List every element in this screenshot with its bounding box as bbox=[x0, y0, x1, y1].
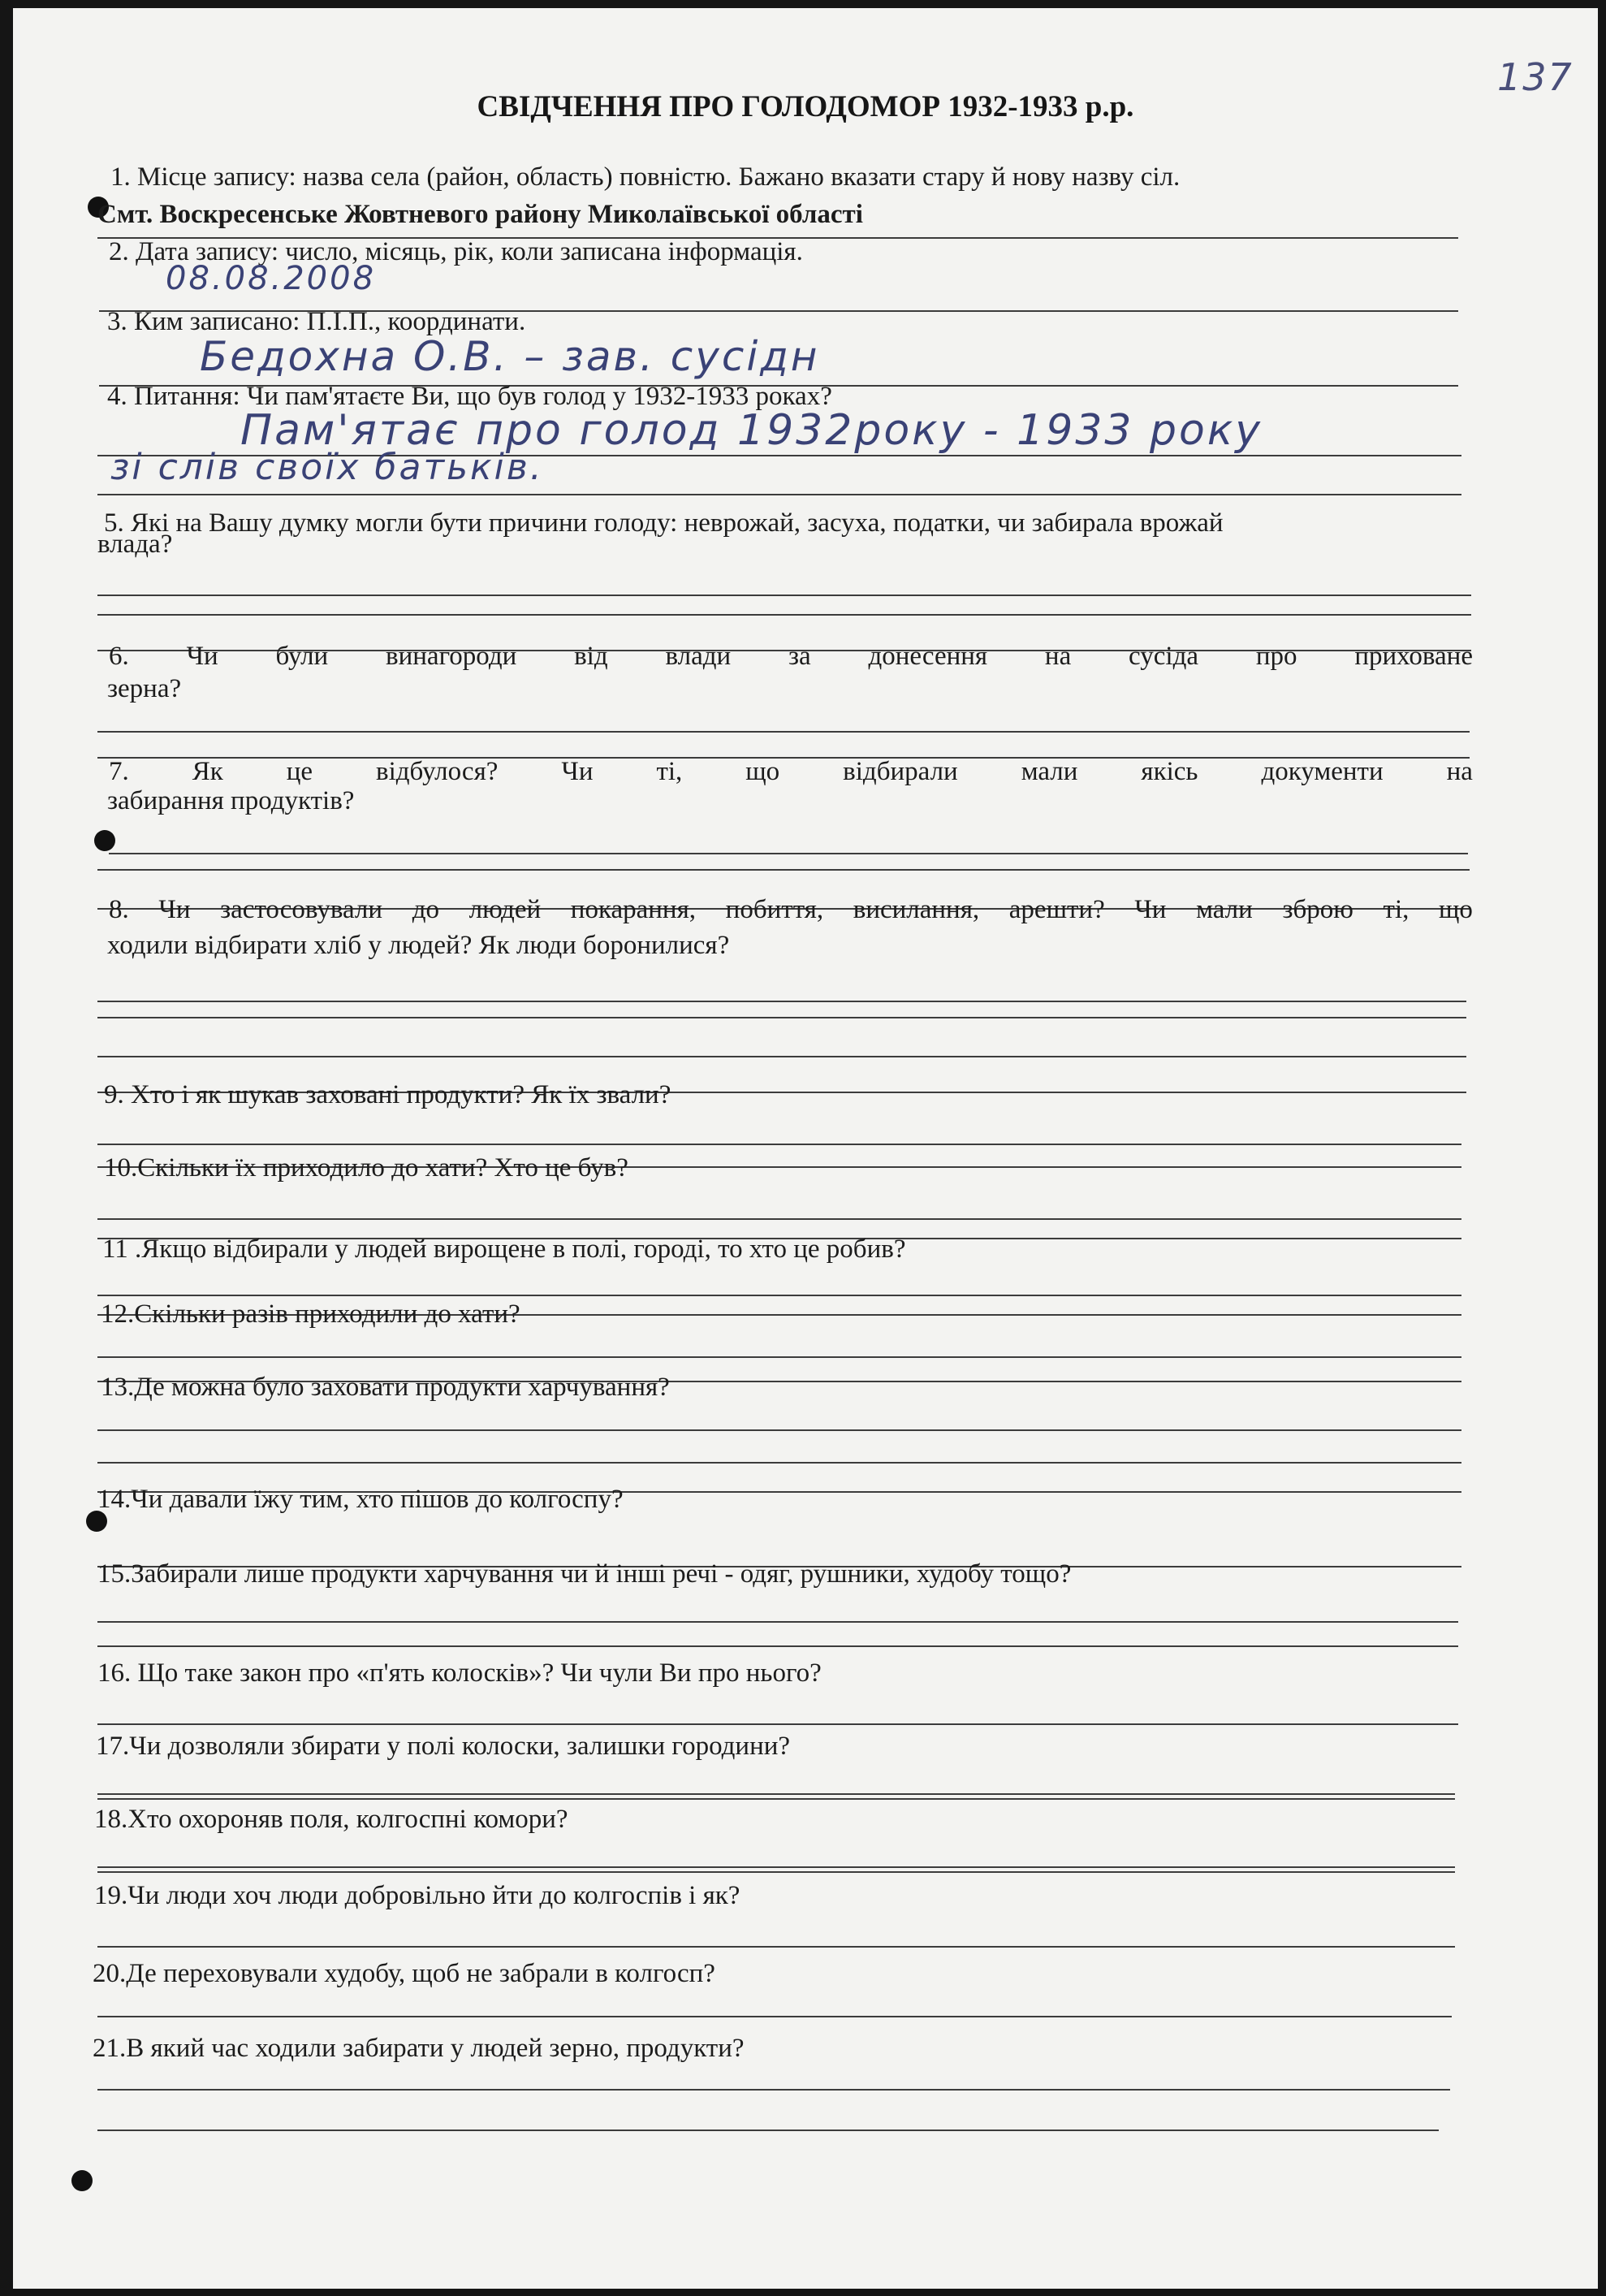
answer-line bbox=[97, 731, 1470, 733]
question-18-text: 18.Хто охороняв поля, колгоспні комори? bbox=[94, 1805, 568, 1834]
question-3-answer-handwritten: Бедохна О.В. – зав. сусідн bbox=[200, 333, 820, 380]
question-8-text-cont: ходили відбирати хліб у людей? Як люди боронилися? bbox=[107, 931, 730, 960]
question-2-text: 2. Дата запису: число, місяць, рік, коли записана інформація. bbox=[109, 237, 803, 266]
document-title: СВІДЧЕННЯ ПРО ГОЛОДОМОР 1932-1933 р.р. bbox=[477, 90, 1134, 123]
answer-line bbox=[97, 2130, 1439, 2131]
question-6-text-cont: зерна? bbox=[107, 674, 182, 703]
question-3-text: 3. Ким записано: П.І.П., координати. bbox=[107, 307, 526, 336]
question-14-text: 14.Чи давали їжу тим, хто пішов до колгоспу? bbox=[97, 1485, 624, 1514]
question-10-text: 10.Скільки їх приходило до хати? Хто це був? bbox=[104, 1153, 628, 1183]
question-4-answer-handwritten-line1: Пам'ятає про голод 1932року - 1933 року bbox=[240, 406, 1263, 455]
answer-line bbox=[97, 1621, 1458, 1623]
question-2-answer-handwritten: 08.08.2008 bbox=[166, 260, 377, 297]
question-1-answer: Смт. Воскресенське Жовтневого району Миколаївської області bbox=[97, 200, 863, 229]
answer-line bbox=[97, 2016, 1452, 2017]
question-20-text: 20.Де переховували худобу, щоб не забрали в колгосп? bbox=[93, 1959, 715, 1988]
question-13-text: 13.Де можна було заховати продукти харчування? bbox=[101, 1373, 670, 1402]
question-16-text: 16. Що таке закон про «п'ять колосків»? Чи чули Ви про нього? bbox=[97, 1658, 822, 1688]
document-sheet bbox=[13, 8, 1598, 2289]
question-6-text: 6. Чи були винагороди від влади за донесення на сусіда про приховане bbox=[109, 642, 1473, 671]
answer-line bbox=[97, 1723, 1458, 1725]
answer-line bbox=[97, 1295, 1461, 1296]
answer-line bbox=[97, 869, 1470, 871]
question-8-text: 8. Чи застосовували до людей покарання, побиття, висилання, арешти? Чи мали зброю ті, що bbox=[109, 895, 1473, 924]
answer-line bbox=[97, 1429, 1461, 1431]
question-17-text: 17.Чи дозволяли збирати у полі колоски, залишки городини? bbox=[96, 1732, 791, 1761]
question-15-text: 15.Забирали лише продукти харчування чи й інші речі - одяг, рушники, худобу тощо? bbox=[97, 1559, 1072, 1589]
answer-line bbox=[97, 1866, 1455, 1868]
answer-line bbox=[97, 595, 1471, 596]
answer-line bbox=[97, 1017, 1466, 1018]
question-19-text: 19.Чи люди хоч люди добровільно йти до колгоспів і як? bbox=[94, 1881, 740, 1910]
punch-hole bbox=[94, 830, 115, 851]
answer-line bbox=[97, 1356, 1461, 1358]
answer-line bbox=[97, 1462, 1461, 1464]
answer-line bbox=[97, 1946, 1455, 1948]
answer-line bbox=[109, 853, 1468, 854]
answer-line bbox=[97, 1218, 1461, 1220]
page-number: 137 bbox=[1497, 55, 1574, 99]
question-5-text: 5. Які на Вашу думку могли бути причини голоду: неврожай, засуха, податки, чи забирала врожай bbox=[104, 508, 1224, 538]
question-4-text: 4. Питання: Чи пам'ятаєте Ви, що був голод у 1932-1933 роках? bbox=[107, 382, 832, 411]
answer-line bbox=[97, 2089, 1450, 2091]
answer-line bbox=[97, 1144, 1461, 1145]
punch-hole bbox=[71, 2170, 93, 2191]
question-12-text: 12.Скільки разів приходили до хати? bbox=[101, 1299, 520, 1329]
answer-line bbox=[97, 1793, 1455, 1795]
question-5-text-cont: влада? bbox=[97, 530, 173, 559]
answer-line bbox=[97, 1056, 1466, 1057]
question-21-text: 21.В який час ходили забирати у людей зерно, продукти? bbox=[93, 2034, 745, 2063]
question-1-text: 1. Місце запису: назва села (район, область) повністю. Бажано вказати стару й нову назву сіл. bbox=[110, 162, 1181, 192]
question-9-text: 9. Хто і як шукав заховані продукти? Як їх звали? bbox=[104, 1080, 671, 1109]
question-7-text: 7. Як це відбулося? Чи ті, що відбирали мали якісь документи на bbox=[109, 757, 1473, 786]
answer-line bbox=[97, 1001, 1466, 1002]
question-11-text: 11 .Якщо відбирали у людей вирощене в полі, городі, то хто це робив? bbox=[102, 1234, 906, 1264]
question-4-answer-handwritten-line2: зі слів своїх батьків. bbox=[110, 447, 544, 488]
answer-line bbox=[97, 1871, 1455, 1873]
question-7-text-cont: забирання продуктів? bbox=[107, 786, 355, 815]
answer-line bbox=[97, 1798, 1455, 1800]
answer-line bbox=[97, 494, 1461, 495]
answer-line bbox=[97, 1645, 1458, 1647]
answer-line bbox=[97, 614, 1471, 616]
